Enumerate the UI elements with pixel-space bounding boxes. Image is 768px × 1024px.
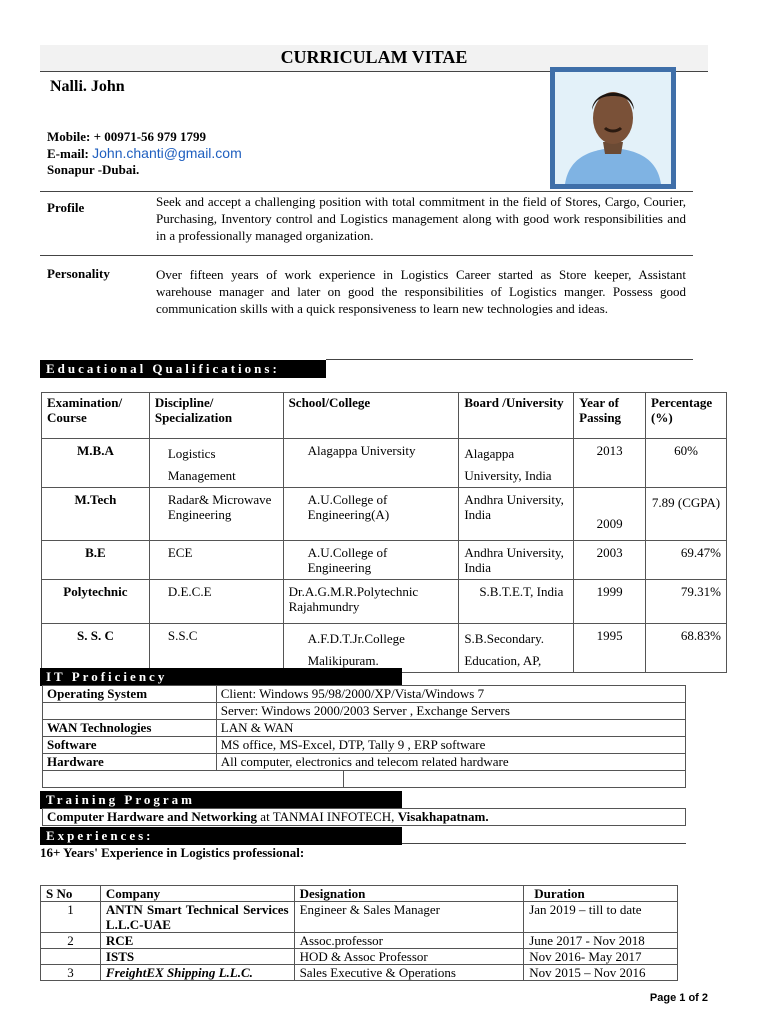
page-number: Page 1 of 2 xyxy=(649,992,708,1004)
training-place: Visakhapatnam. xyxy=(397,809,489,824)
experience-header-row xyxy=(41,886,678,902)
cell: M.B.A xyxy=(42,439,150,488)
col-header: Discipline/ Specialization xyxy=(149,393,283,439)
cell: 1 xyxy=(41,902,101,933)
cell: ISTS xyxy=(100,949,294,965)
cell: S.B.T.E.T, India xyxy=(459,580,574,624)
col-header: S No xyxy=(41,886,101,902)
cell: Alagappa University xyxy=(283,439,459,488)
cell: RCE xyxy=(100,933,294,949)
experience-table xyxy=(40,885,678,981)
divider xyxy=(326,359,693,360)
cell: Client: Windows 95/98/2000/XP/Vista/Windows 7 xyxy=(216,686,685,703)
training-course: Computer Hardware and Networking xyxy=(47,809,258,824)
cell: 2 xyxy=(41,933,101,949)
cell: S.S.C xyxy=(149,624,283,673)
cell: A.U.College of Engineering xyxy=(283,541,459,580)
table-row xyxy=(42,541,727,580)
candidate-name: Nalli. John xyxy=(50,78,125,95)
it-heading: IT Proficiency xyxy=(40,668,402,686)
table-row xyxy=(41,902,678,933)
cell: 68.83% xyxy=(646,624,727,673)
cell: Polytechnic xyxy=(42,580,150,624)
training-cell xyxy=(43,809,686,826)
person-photo-icon xyxy=(555,72,671,184)
table-row xyxy=(43,754,686,771)
table-row xyxy=(42,439,727,488)
col-header: Duration xyxy=(524,886,678,902)
cell: A.F.D.T.Jr.College Malikipuram. xyxy=(283,624,459,673)
cell: WAN Technologies xyxy=(43,720,217,737)
email-label: E-mail: xyxy=(47,146,89,161)
cell: Engineer & Sales Manager xyxy=(294,902,524,933)
table-row xyxy=(42,580,727,624)
email-line xyxy=(47,145,242,162)
cell: 3 xyxy=(41,965,101,981)
table-row xyxy=(41,949,678,965)
cell: 60% xyxy=(646,439,727,488)
cell: B.E xyxy=(42,541,150,580)
experience-heading: Experiences: xyxy=(40,827,402,845)
training-heading: Training Program xyxy=(40,791,402,809)
table-row xyxy=(41,965,678,981)
cell: Andhra University, India xyxy=(459,541,574,580)
col-header: Year of Passing xyxy=(574,393,646,439)
col-header: Percentage (%) xyxy=(646,393,727,439)
cell: 69.47% xyxy=(646,541,727,580)
email-link[interactable]: John.chanti@gmail.com xyxy=(92,145,242,161)
education-header-row xyxy=(42,393,727,439)
cell: Logistics Management xyxy=(149,439,283,488)
cell: Nov 2015 – Nov 2016 xyxy=(524,965,678,981)
experience-summary: 16+ Years' Experience in Logistics professional: xyxy=(40,845,305,860)
personality-text: Over fifteen years of work experience in Logistics Career started as Store keeper, Assistant warehouse manager and later on good the responsibilities of Logistics manger. Possess good communication skills with a quick responsiveness to learn new technologies and ideas. xyxy=(156,267,686,316)
table-row xyxy=(43,771,686,788)
cell: Andhra University, India xyxy=(459,488,574,541)
table-row xyxy=(43,809,686,826)
cell: 7.89 (CGPA) xyxy=(646,488,727,541)
cell: 1999 xyxy=(574,580,646,624)
cell: S.B.Secondary. Education, AP, xyxy=(459,624,574,673)
table-row xyxy=(42,624,727,673)
cell: 2003 xyxy=(574,541,646,580)
table-row xyxy=(43,720,686,737)
cell: ANTN Smart Technical Services L.L.C-UAE xyxy=(100,902,294,933)
education-table xyxy=(41,392,727,673)
personality-label: Personality xyxy=(47,266,110,281)
training-table xyxy=(42,808,686,826)
cell: 1995 xyxy=(574,624,646,673)
document-title: CURRICULAM VITAE xyxy=(40,45,708,72)
cell: 2009 xyxy=(574,488,646,541)
profile-label: Profile xyxy=(47,200,85,215)
divider xyxy=(40,191,693,192)
col-header: Examination/ Course xyxy=(42,393,150,439)
cell: 79.31% xyxy=(646,580,727,624)
cell: Assoc.professor xyxy=(294,933,524,949)
cell: June 2017 - Nov 2018 xyxy=(524,933,678,949)
cell: All computer, electronics and telecom related hardware xyxy=(216,754,685,771)
mobile-number: Mobile: + 00971-56 979 1799 xyxy=(47,129,207,144)
divider xyxy=(40,255,693,256)
cell: Jan 2019 – till to date xyxy=(524,902,678,933)
cell: Hardware xyxy=(43,754,217,771)
cell: Operating System xyxy=(43,686,217,703)
cell: MS office, MS-Excel, DTP, Tally 9 , ERP software xyxy=(216,737,685,754)
cell: Server: Windows 2000/2003 Server , Exchange Servers xyxy=(216,703,685,720)
cell: Nov 2016- May 2017 xyxy=(524,949,678,965)
cell: Software xyxy=(43,737,217,754)
cell: FreightEX Shipping L.L.C. xyxy=(100,965,294,981)
cell: HOD & Assoc Professor xyxy=(294,949,524,965)
table-row xyxy=(41,933,678,949)
col-header: School/College xyxy=(283,393,459,439)
cell: Radar& Microwave Engineering xyxy=(149,488,283,541)
cell: Dr.A.G.M.R.Polytechnic Rajahmundry xyxy=(283,580,459,624)
table-row xyxy=(43,686,686,703)
profile-text: Seek and accept a challenging position with total commitment in the field of Stores, Cargo, Courier, Purchasing, Inventory control and Logistics management along with good work responsibilities and in a professionally managed organization. xyxy=(156,194,686,243)
cell xyxy=(43,703,217,720)
cell: 2013 xyxy=(574,439,646,488)
cell: ECE xyxy=(149,541,283,580)
it-table xyxy=(42,685,686,788)
cell: M.Tech xyxy=(42,488,150,541)
cell: LAN & WAN xyxy=(216,720,685,737)
profile-photo xyxy=(550,67,676,189)
col-header: Company xyxy=(100,886,294,902)
table-row xyxy=(42,488,727,541)
cell: S. S. C xyxy=(42,624,150,673)
table-row xyxy=(43,737,686,754)
cell: Sales Executive & Operations xyxy=(294,965,524,981)
divider xyxy=(402,843,686,844)
cell: D.E.C.E xyxy=(149,580,283,624)
empty-cell xyxy=(43,771,686,788)
col-header: Designation xyxy=(294,886,524,902)
cell: A.U.College of Engineering(A) xyxy=(283,488,459,541)
location: Sonapur -Dubai. xyxy=(47,162,140,177)
cell: Alagappa University, India xyxy=(459,439,574,488)
training-at: at TANMAI INFOTECH, xyxy=(257,809,398,824)
col-header: Board /University xyxy=(459,393,574,439)
cell xyxy=(41,949,101,965)
education-heading: Educational Qualifications: xyxy=(40,360,326,378)
table-row xyxy=(43,703,686,720)
